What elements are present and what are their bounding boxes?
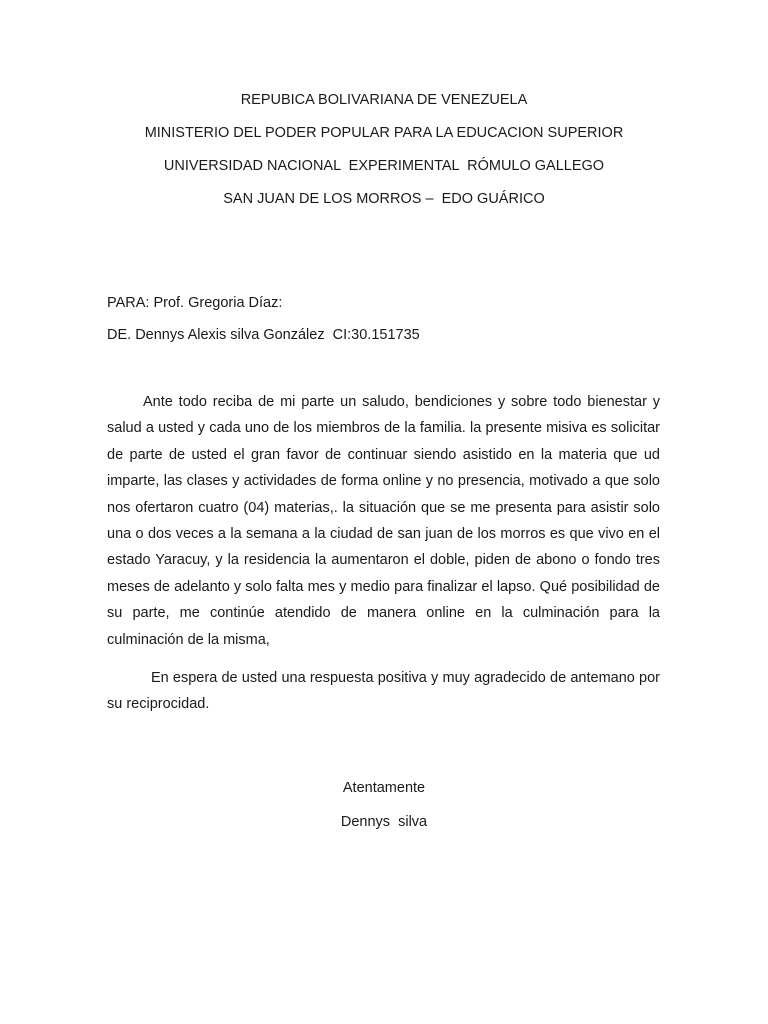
header-country: REPUBICA BOLIVARIANA DE VENEZUELA <box>240 92 528 108</box>
letterhead <box>0 88 768 220</box>
body-paragraph-request: Ante todo reciba de mi parte un saludo, bendiciones y sobre todo bienestar y salud a usted y cada uno de los miembros de la familia. la presente misiva es solicitar de parte de usted el gran favor de continuar siendo asistido en la materia que ud imparte, las clases y actividades de forma online y no presencia, motivado a que solo nos ofertaron cuatro (04) materias,. la situación que se me presenta para asistir solo una o dos veces a la semana a la ciudad de san juan de los morros es que vivo en el estado Yaracuy, y la residencia la aumentaron el doble, piden de abono o fondo tres meses de adelanto y solo falta mes y medio para finalizar el lapso. Qué posibilidad de su parte, me continúe atendido de manera online en la culminación para la culminación de la misma, <box>107 394 660 648</box>
header-university: UNIVERSIDAD NACIONAL EXPERIMENTAL RÓMULO GALLEGO <box>163 158 605 174</box>
letter-body <box>107 389 660 718</box>
addressee-block <box>107 290 420 354</box>
closing-block <box>0 776 768 844</box>
salutation: Atentamente <box>342 780 426 796</box>
recipient-line: PARA: Prof. Gregoria Díaz: <box>107 295 283 311</box>
header-ministry: MINISTERIO DEL PODER POPULAR PARA LA EDUCACION SUPERIOR <box>144 125 624 141</box>
sender-line: DE. Dennys Alexis silva González CI:30.151735 <box>107 327 420 343</box>
signature-name: Dennys silva <box>340 814 428 830</box>
header-location: SAN JUAN DE LOS MORROS – EDO GUÁRICO <box>223 191 545 207</box>
body-paragraph-closing: En espera de usted una respuesta positiva y muy agradecido de antemano por su reciprocidad. <box>107 670 660 713</box>
